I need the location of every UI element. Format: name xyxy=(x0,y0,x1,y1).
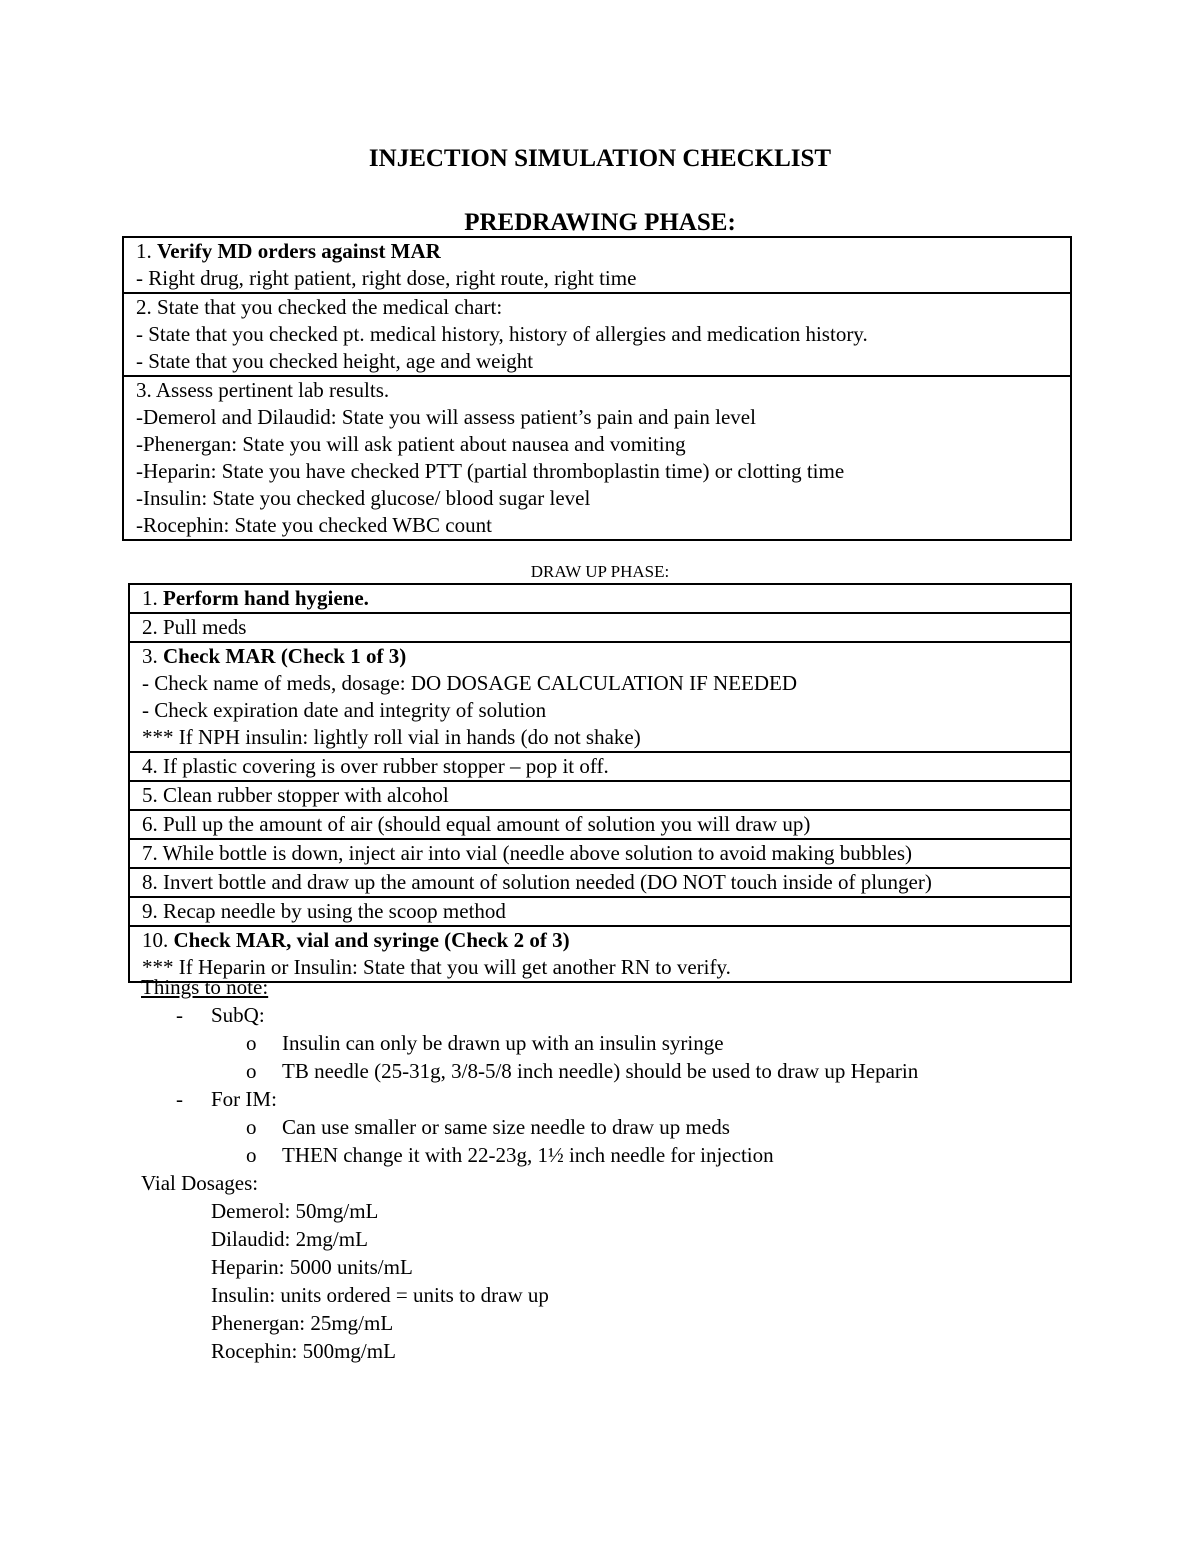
notes-heading: Things to note: xyxy=(141,975,269,999)
drawup-row-2 xyxy=(130,612,1070,641)
predrawing-table xyxy=(122,236,1072,541)
list-item-text: TB needle (25-31g, 3/8-5/8 inch needle) should be used to draw up Heparin xyxy=(282,1059,919,1083)
vial-dosage-item: Heparin: 5000 units/mL xyxy=(211,1255,413,1279)
notes-subq xyxy=(141,1001,918,1029)
row-number: 3. xyxy=(142,644,158,668)
row-line: -Insulin: State you checked glucose/ blood sugar level xyxy=(136,486,591,510)
list-item xyxy=(141,1141,918,1169)
list-item-text: Can use smaller or same size needle to draw up meds xyxy=(282,1115,730,1139)
row-line: -Phenergan: State you will ask patient about nausea and vomiting xyxy=(136,432,686,456)
row-line: 6. Pull up the amount of air (should equal amount of solution you will draw up) xyxy=(142,812,811,836)
predrawing-row-3 xyxy=(124,375,1070,539)
row-line: 8. Invert bottle and draw up the amount of solution needed (DO NOT touch inside of plunger) xyxy=(142,870,932,894)
drawup-row-1 xyxy=(130,585,1070,612)
drawup-row-7 xyxy=(130,838,1070,867)
drawup-row-4 xyxy=(130,751,1070,780)
row-line: - Right drug, right patient, right dose, right route, right time xyxy=(136,266,637,290)
notes-im-label: For IM: xyxy=(211,1087,277,1111)
row-line: 9. Recap needle by using the scoop method xyxy=(142,899,506,923)
predrawing-heading: PREDRAWING PHASE: xyxy=(464,209,736,236)
notes-subq-label: SubQ: xyxy=(211,1003,265,1027)
row-line: 4. If plastic covering is over rubber stopper – pop it off. xyxy=(142,754,609,778)
row-bold-text: Perform hand hygiene. xyxy=(163,586,369,610)
list-item-text: THEN change it with 22-23g, 1½ inch needle for injection xyxy=(282,1143,774,1167)
notes-section xyxy=(141,973,918,1365)
list-item xyxy=(141,1057,918,1085)
vial-dosage-item: Dilaudid: 2mg/mL xyxy=(211,1227,368,1251)
list-item-text: Insulin can only be drawn up with an insulin syringe xyxy=(282,1031,724,1055)
row-line: -Demerol and Dilaudid: State you will assess patient’s pain and pain level xyxy=(136,405,756,429)
drawup-row-3 xyxy=(130,641,1070,751)
row-line: 2. State that you checked the medical chart: xyxy=(136,295,503,319)
list-item xyxy=(141,1113,918,1141)
row-line: -Heparin: State you have checked PTT (partial thromboplastin time) or clotting time xyxy=(136,459,845,483)
dash-bullet: - xyxy=(176,1087,183,1111)
row-bold-text: Verify MD orders against MAR xyxy=(157,239,441,263)
circle-bullet: o xyxy=(246,1115,257,1139)
circle-bullet: o xyxy=(246,1059,257,1083)
document-title: INJECTION SIMULATION CHECKLIST xyxy=(368,145,832,172)
drawup-row-6 xyxy=(130,809,1070,838)
row-line: *** If Heparin or Insulin: State that you will get another RN to verify. xyxy=(142,955,731,979)
row-number: 10. xyxy=(142,928,169,952)
vial-dosage-item: Phenergan: 25mg/mL xyxy=(211,1311,394,1335)
list-item xyxy=(141,1029,918,1057)
row-line: - State that you checked height, age and weight xyxy=(136,349,534,373)
circle-bullet: o xyxy=(246,1143,257,1167)
predrawing-row-1 xyxy=(124,238,1070,292)
drawup-heading: DRAW UP PHASE: xyxy=(530,562,670,581)
row-bold-text: Check MAR (Check 1 of 3) xyxy=(163,644,407,668)
row-line: 5. Clean rubber stopper with alcohol xyxy=(142,783,449,807)
row-bold-text: Check MAR, vial and syringe (Check 2 of 3) xyxy=(173,928,570,952)
vial-dosages-heading: Vial Dosages: xyxy=(141,1171,259,1195)
drawup-row-9 xyxy=(130,896,1070,925)
circle-bullet: o xyxy=(246,1031,257,1055)
row-line: - Check expiration date and integrity of solution xyxy=(142,698,547,722)
vial-dosage-item: Rocephin: 500mg/mL xyxy=(211,1339,396,1363)
drawup-row-8 xyxy=(130,867,1070,896)
row-line: *** If NPH insulin: lightly roll vial in hands (do not shake) xyxy=(142,725,641,749)
row-number: 1. xyxy=(136,239,152,263)
row-line: 3. Assess pertinent lab results. xyxy=(136,378,390,402)
row-line: 7. While bottle is down, inject air into vial (needle above solution to avoid making bubbles) xyxy=(142,841,913,865)
row-line: -Rocephin: State you checked WBC count xyxy=(136,513,492,537)
vial-dosage-item: Insulin: units ordered = units to draw up xyxy=(211,1283,549,1307)
drawup-table xyxy=(128,583,1072,983)
row-line: 2. Pull meds xyxy=(142,615,247,639)
notes-im xyxy=(141,1085,918,1113)
drawup-row-5 xyxy=(130,780,1070,809)
dash-bullet: - xyxy=(176,1003,183,1027)
row-line: - Check name of meds, dosage: DO DOSAGE CALCULATION IF NEEDED xyxy=(142,671,797,695)
row-line: - State that you checked pt. medical history, history of allergies and medication history. xyxy=(136,322,868,346)
vial-dosage-item: Demerol: 50mg/mL xyxy=(211,1199,379,1223)
predrawing-row-2 xyxy=(124,292,1070,375)
row-number: 1. xyxy=(142,586,158,610)
